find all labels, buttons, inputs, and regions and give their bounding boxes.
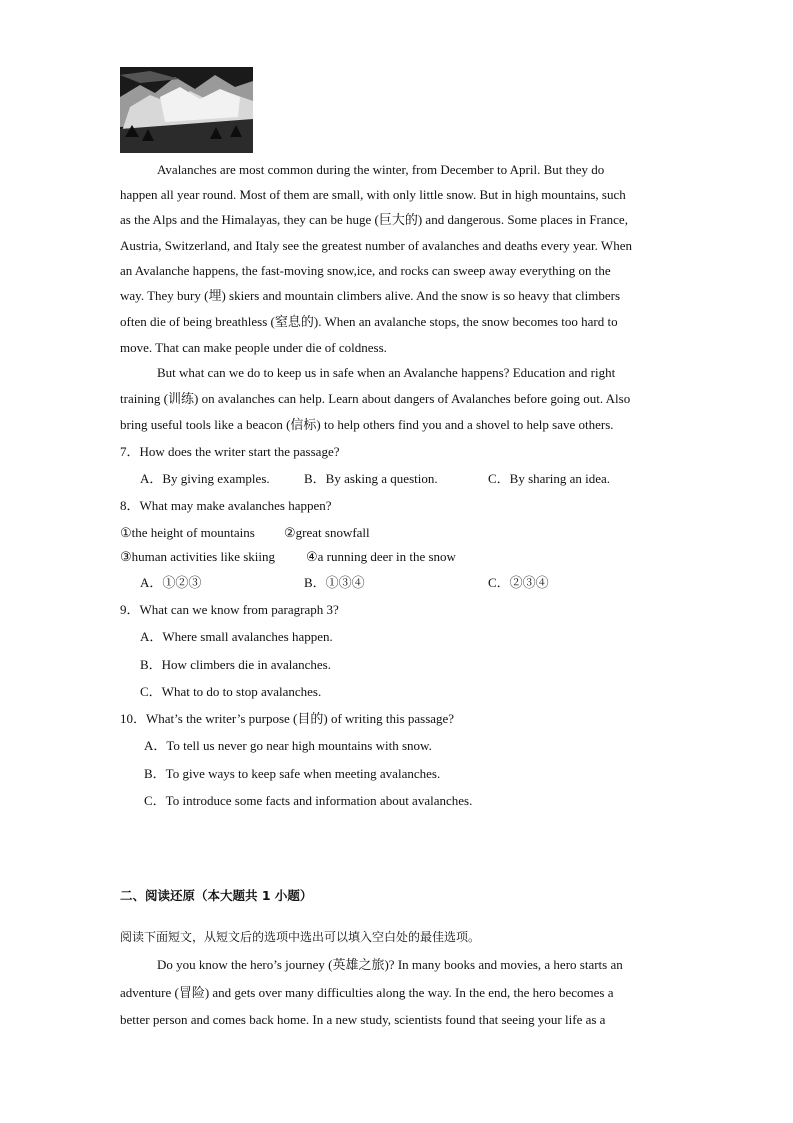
section-2-instruction: 阅读下面短文，从短文后的选项中选出可以填入空白处的最佳选项。 [120, 930, 481, 944]
question-10-option-c[interactable]: C．To introduce some facts and information about avalanches. [144, 793, 473, 808]
passage-line: an Avalanche happens, the fast-moving snow,ice, and rocks can sweep away everything on the [120, 263, 611, 278]
section-2-heading: 二、阅读还原（本大题共 1 小题） [120, 888, 313, 903]
question-7-option-c[interactable]: C．By sharing an idea. [488, 471, 611, 486]
question-8-option-c[interactable]: C．②③④ [488, 575, 549, 590]
passage-line: training (训练) on avalanches can help. Learn about dangers of Avalanches before going out. Also [120, 391, 631, 406]
question-8-option-b[interactable]: B．①③④ [304, 575, 365, 590]
question-10-option-b[interactable]: B．To give ways to keep safe when meeting avalanches. [144, 766, 441, 781]
passage-line: happen all year round. Most of them are small, with only little snow. But in high mountains, such [120, 187, 626, 202]
question-7-stem: 7．How does the writer start the passage? [120, 444, 340, 459]
question-10-option-a[interactable]: A．To tell us never go near high mountains with snow. [144, 738, 432, 753]
question-8-item-2: ②great snowfall [284, 525, 370, 540]
question-8-option-a[interactable]: A．①②③ [140, 575, 202, 590]
passage2-line: Do you know the hero’s journey (英雄之旅)? In many books and movies, a hero starts an [157, 957, 623, 972]
question-7-option-a[interactable]: A．By giving examples. [140, 471, 270, 486]
passage-line: often die of being breathless (窒息的). When an avalanche stops, the snow becomes too hard to [120, 314, 618, 329]
question-8-item-3: ③human activities like skiing [120, 549, 275, 564]
passage-line: as the Alps and the Himalayas, they can be huge (巨大的) and dangerous. Some places in France, [120, 212, 628, 227]
question-9-option-b[interactable]: B．How climbers die in avalanches. [140, 657, 331, 672]
question-10-stem: 10．What’s the writer’s purpose (目的) of writing this passage? [120, 711, 455, 726]
passage-line: way. They bury (埋) skiers and mountain climbers alive. And the snow is so heavy that climbers [120, 288, 621, 303]
passage2-line: better person and comes back home. In a new study, scientists found that seeing your life as a [120, 1012, 606, 1027]
question-9-option-c[interactable]: C．What to do to stop avalanches. [140, 684, 322, 699]
question-9-stem: 9．What can we know from paragraph 3? [120, 602, 339, 617]
avalanche-photo [120, 67, 253, 153]
passage-line: Avalanches are most common during the winter, from December to April. But they do [157, 162, 605, 177]
question-7-option-b[interactable]: B．By asking a question. [304, 471, 438, 486]
passage-line: bring useful tools like a beacon (信标) to help others find you and a shovel to help save others. [120, 417, 614, 432]
passage2-line: adventure (冒险) and gets over many difficulties along the way. In the end, the hero becomes a [120, 985, 614, 1000]
question-9-option-a[interactable]: A．Where small avalanches happen. [140, 629, 333, 644]
passage-line: Austria, Switzerland, and Italy see the greatest number of avalanches and deaths every year. When [120, 238, 632, 253]
question-8-stem: 8．What may make avalanches happen? [120, 498, 332, 513]
passage-line: move. That can make people under die of coldness. [120, 340, 387, 355]
question-8-item-4: ④a running deer in the snow [306, 549, 456, 564]
passage-line: But what can we do to keep us in safe when an Avalanche happens? Education and right [157, 365, 616, 380]
question-8-item-1: ①the height of mountains [120, 525, 255, 540]
